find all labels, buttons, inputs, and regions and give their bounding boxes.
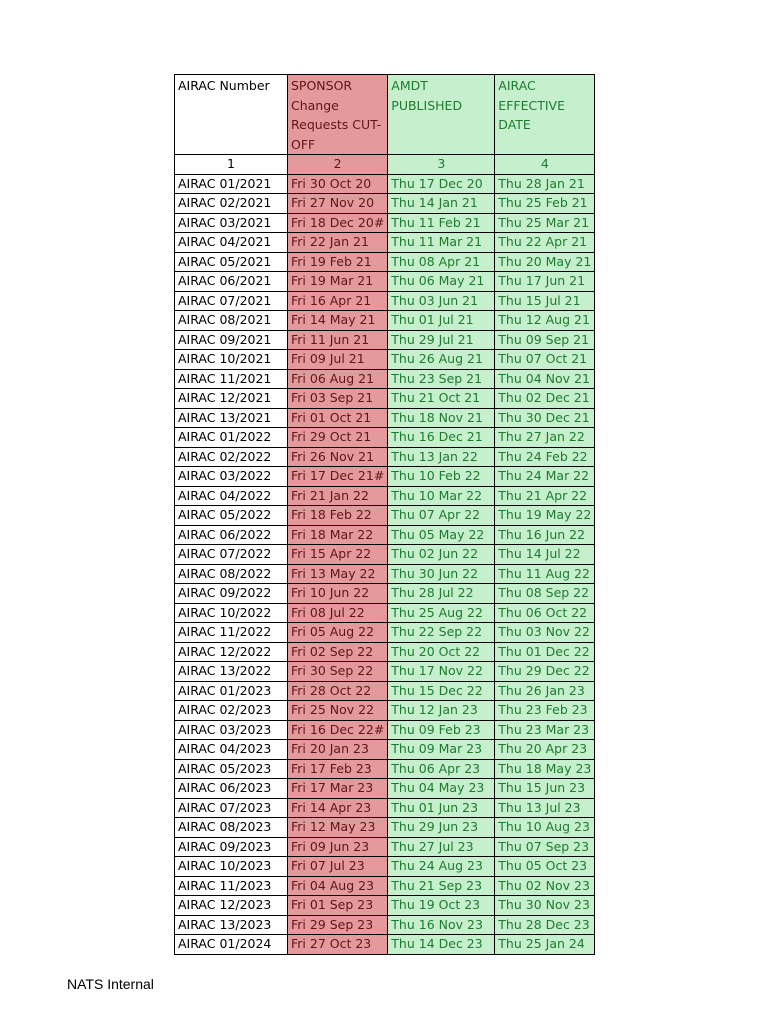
airac-number-cell: AIRAC 02/2021 — [175, 194, 288, 214]
amdt-published-cell: Thu 04 May 23 — [388, 779, 495, 799]
table-row — [175, 857, 595, 877]
amdt-published-cell: Thu 16 Nov 23 — [388, 915, 495, 935]
effective-date-cell: Thu 03 Nov 22 — [495, 623, 595, 643]
amdt-published-cell: Thu 10 Feb 22 — [388, 467, 495, 487]
airac-number-cell: AIRAC 13/2023 — [175, 915, 288, 935]
effective-date-cell: Thu 13 Jul 23 — [495, 798, 595, 818]
airac-number-cell: AIRAC 12/2022 — [175, 642, 288, 662]
airac-number-cell: AIRAC 08/2021 — [175, 311, 288, 331]
amdt-published-cell: Thu 13 Jan 22 — [388, 447, 495, 467]
airac-number-cell: AIRAC 03/2023 — [175, 720, 288, 740]
amdt-published-cell: Thu 06 May 21 — [388, 272, 495, 292]
effective-date-cell: Thu 15 Jul 21 — [495, 291, 595, 311]
amdt-published-cell: Thu 21 Oct 21 — [388, 389, 495, 409]
effective-date-cell: Thu 25 Feb 21 — [495, 194, 595, 214]
table-row — [175, 740, 595, 760]
column-number-row — [175, 155, 595, 175]
airac-number-cell: AIRAC 04/2023 — [175, 740, 288, 760]
table-row — [175, 389, 595, 409]
airac-number-cell: AIRAC 07/2022 — [175, 545, 288, 565]
sponsor-cutoff-cell: Fri 09 Jul 21 — [288, 350, 388, 370]
effective-date-cell: Thu 30 Nov 23 — [495, 896, 595, 916]
effective-date-cell: Thu 25 Jan 24 — [495, 935, 595, 955]
airac-number-cell: AIRAC 11/2023 — [175, 876, 288, 896]
table-row — [175, 369, 595, 389]
amdt-published-cell: Thu 14 Jan 21 — [388, 194, 495, 214]
table-row — [175, 506, 595, 526]
table-row — [175, 428, 595, 448]
sponsor-cutoff-cell: Fri 08 Jul 22 — [288, 603, 388, 623]
table-row — [175, 252, 595, 272]
airac-number-cell: AIRAC 10/2021 — [175, 350, 288, 370]
header-airac-number: AIRAC Number — [175, 75, 288, 155]
effective-date-cell: Thu 23 Feb 23 — [495, 701, 595, 721]
header-effective-date: AIRAC EFFECTIVE DATE — [495, 75, 595, 155]
amdt-published-cell: Thu 14 Dec 23 — [388, 935, 495, 955]
column-number: 2 — [288, 155, 388, 175]
table-row — [175, 291, 595, 311]
table-row — [175, 525, 595, 545]
amdt-published-cell: Thu 21 Sep 23 — [388, 876, 495, 896]
sponsor-cutoff-cell: Fri 04 Aug 23 — [288, 876, 388, 896]
header-amdt-published: AMDT PUBLISHED — [388, 75, 495, 155]
amdt-published-cell: Thu 03 Jun 21 — [388, 291, 495, 311]
amdt-published-cell: Thu 01 Jun 23 — [388, 798, 495, 818]
amdt-published-cell: Thu 18 Nov 21 — [388, 408, 495, 428]
airac-number-cell: AIRAC 05/2021 — [175, 252, 288, 272]
table-row — [175, 272, 595, 292]
airac-number-cell: AIRAC 05/2022 — [175, 506, 288, 526]
airac-number-cell: AIRAC 06/2023 — [175, 779, 288, 799]
airac-number-cell: AIRAC 01/2022 — [175, 428, 288, 448]
effective-date-cell: Thu 06 Oct 22 — [495, 603, 595, 623]
sponsor-cutoff-cell: Fri 18 Mar 22 — [288, 525, 388, 545]
table-row — [175, 818, 595, 838]
amdt-published-cell: Thu 07 Apr 22 — [388, 506, 495, 526]
table-row — [175, 720, 595, 740]
table-row — [175, 915, 595, 935]
amdt-published-cell: Thu 15 Dec 22 — [388, 681, 495, 701]
amdt-published-cell: Thu 27 Jul 23 — [388, 837, 495, 857]
airac-number-cell: AIRAC 08/2022 — [175, 564, 288, 584]
amdt-published-cell: Thu 29 Jul 21 — [388, 330, 495, 350]
sponsor-cutoff-cell: Fri 19 Feb 21 — [288, 252, 388, 272]
effective-date-cell: Thu 07 Oct 21 — [495, 350, 595, 370]
table-body — [175, 174, 595, 954]
sponsor-cutoff-cell: Fri 12 May 23 — [288, 818, 388, 838]
effective-date-cell: Thu 20 May 21 — [495, 252, 595, 272]
airac-number-cell: AIRAC 03/2021 — [175, 213, 288, 233]
effective-date-cell: Thu 05 Oct 23 — [495, 857, 595, 877]
column-number: 3 — [388, 155, 495, 175]
sponsor-cutoff-cell: Fri 29 Oct 21 — [288, 428, 388, 448]
table-row — [175, 603, 595, 623]
table-row — [175, 662, 595, 682]
airac-number-cell: AIRAC 12/2021 — [175, 389, 288, 409]
table-row — [175, 467, 595, 487]
table-row — [175, 837, 595, 857]
sponsor-cutoff-cell: Fri 20 Jan 23 — [288, 740, 388, 760]
airac-number-cell: AIRAC 02/2022 — [175, 447, 288, 467]
amdt-published-cell: Thu 09 Feb 23 — [388, 720, 495, 740]
sponsor-cutoff-cell: Fri 30 Sep 22 — [288, 662, 388, 682]
sponsor-cutoff-cell: Fri 03 Sep 21 — [288, 389, 388, 409]
amdt-published-cell: Thu 08 Apr 21 — [388, 252, 495, 272]
sponsor-cutoff-cell: Fri 17 Feb 23 — [288, 759, 388, 779]
airac-number-cell: AIRAC 08/2023 — [175, 818, 288, 838]
table-row — [175, 584, 595, 604]
amdt-published-cell: Thu 28 Jul 22 — [388, 584, 495, 604]
amdt-published-cell: Thu 26 Aug 21 — [388, 350, 495, 370]
amdt-published-cell: Thu 06 Apr 23 — [388, 759, 495, 779]
table-row — [175, 876, 595, 896]
sponsor-cutoff-cell: Fri 09 Jun 23 — [288, 837, 388, 857]
header-sponsor-cutoff: SPONSOR Change Requests CUT-OFF — [288, 75, 388, 155]
sponsor-cutoff-cell: Fri 01 Sep 23 — [288, 896, 388, 916]
amdt-published-cell: Thu 11 Mar 21 — [388, 233, 495, 253]
airac-number-cell: AIRAC 11/2021 — [175, 369, 288, 389]
airac-number-cell: AIRAC 06/2022 — [175, 525, 288, 545]
sponsor-cutoff-cell: Fri 27 Nov 20 — [288, 194, 388, 214]
amdt-published-cell: Thu 24 Aug 23 — [388, 857, 495, 877]
sponsor-cutoff-cell: Fri 16 Dec 22# — [288, 720, 388, 740]
amdt-published-cell: Thu 25 Aug 22 — [388, 603, 495, 623]
amdt-published-cell: Thu 01 Jul 21 — [388, 311, 495, 331]
sponsor-cutoff-cell: Fri 10 Jun 22 — [288, 584, 388, 604]
sponsor-cutoff-cell: Fri 17 Mar 23 — [288, 779, 388, 799]
effective-date-cell: Thu 28 Jan 21 — [495, 174, 595, 194]
table-row — [175, 486, 595, 506]
sponsor-cutoff-cell: Fri 18 Feb 22 — [288, 506, 388, 526]
table-row — [175, 330, 595, 350]
sponsor-cutoff-cell: Fri 26 Nov 21 — [288, 447, 388, 467]
table-row — [175, 759, 595, 779]
sponsor-cutoff-cell: Fri 07 Jul 23 — [288, 857, 388, 877]
effective-date-cell: Thu 29 Dec 22 — [495, 662, 595, 682]
sponsor-cutoff-cell: Fri 25 Nov 22 — [288, 701, 388, 721]
sponsor-cutoff-cell: Fri 28 Oct 22 — [288, 681, 388, 701]
sponsor-cutoff-cell: Fri 22 Jan 21 — [288, 233, 388, 253]
airac-number-cell: AIRAC 11/2022 — [175, 623, 288, 643]
airac-number-cell: AIRAC 13/2021 — [175, 408, 288, 428]
table-row — [175, 564, 595, 584]
table-row — [175, 311, 595, 331]
sponsor-cutoff-cell: Fri 05 Aug 22 — [288, 623, 388, 643]
airac-number-cell: AIRAC 02/2023 — [175, 701, 288, 721]
sponsor-cutoff-cell: Fri 11 Jun 21 — [288, 330, 388, 350]
header-row — [175, 75, 595, 155]
table-row — [175, 779, 595, 799]
effective-date-cell: Thu 02 Nov 23 — [495, 876, 595, 896]
airac-number-cell: AIRAC 06/2021 — [175, 272, 288, 292]
table-row — [175, 701, 595, 721]
airac-number-cell: AIRAC 04/2022 — [175, 486, 288, 506]
effective-date-cell: Thu 26 Jan 23 — [495, 681, 595, 701]
effective-date-cell: Thu 07 Sep 23 — [495, 837, 595, 857]
table-row — [175, 545, 595, 565]
airac-number-cell: AIRAC 03/2022 — [175, 467, 288, 487]
table-row — [175, 408, 595, 428]
table-row — [175, 896, 595, 916]
airac-number-cell: AIRAC 12/2023 — [175, 896, 288, 916]
effective-date-cell: Thu 24 Feb 22 — [495, 447, 595, 467]
sponsor-cutoff-cell: Fri 17 Dec 21# — [288, 467, 388, 487]
airac-schedule-table — [174, 74, 595, 955]
amdt-published-cell: Thu 10 Mar 22 — [388, 486, 495, 506]
sponsor-cutoff-cell: Fri 18 Dec 20# — [288, 213, 388, 233]
effective-date-cell: Thu 01 Dec 22 — [495, 642, 595, 662]
sponsor-cutoff-cell: Fri 19 Mar 21 — [288, 272, 388, 292]
sponsor-cutoff-cell: Fri 14 May 21 — [288, 311, 388, 331]
table-row — [175, 623, 595, 643]
effective-date-cell: Thu 20 Apr 23 — [495, 740, 595, 760]
effective-date-cell: Thu 27 Jan 22 — [495, 428, 595, 448]
airac-number-cell: AIRAC 09/2023 — [175, 837, 288, 857]
airac-number-cell: AIRAC 01/2023 — [175, 681, 288, 701]
airac-number-cell: AIRAC 10/2022 — [175, 603, 288, 623]
amdt-published-cell: Thu 17 Dec 20 — [388, 174, 495, 194]
amdt-published-cell: Thu 16 Dec 21 — [388, 428, 495, 448]
effective-date-cell: Thu 16 Jun 22 — [495, 525, 595, 545]
amdt-published-cell: Thu 17 Nov 22 — [388, 662, 495, 682]
column-number: 1 — [175, 155, 288, 175]
amdt-published-cell: Thu 11 Feb 21 — [388, 213, 495, 233]
sponsor-cutoff-cell: Fri 06 Aug 21 — [288, 369, 388, 389]
table-row — [175, 447, 595, 467]
table-row — [175, 642, 595, 662]
airac-number-cell: AIRAC 01/2024 — [175, 935, 288, 955]
sponsor-cutoff-cell: Fri 29 Sep 23 — [288, 915, 388, 935]
airac-number-cell: AIRAC 04/2021 — [175, 233, 288, 253]
effective-date-cell: Thu 23 Mar 23 — [495, 720, 595, 740]
table-row — [175, 350, 595, 370]
amdt-published-cell: Thu 22 Sep 22 — [388, 623, 495, 643]
amdt-published-cell: Thu 05 May 22 — [388, 525, 495, 545]
effective-date-cell: Thu 08 Sep 22 — [495, 584, 595, 604]
table-row — [175, 935, 595, 955]
airac-number-cell: AIRAC 01/2021 — [175, 174, 288, 194]
effective-date-cell: Thu 04 Nov 21 — [495, 369, 595, 389]
sponsor-cutoff-cell: Fri 27 Oct 23 — [288, 935, 388, 955]
sponsor-cutoff-cell: Fri 30 Oct 20 — [288, 174, 388, 194]
sponsor-cutoff-cell: Fri 16 Apr 21 — [288, 291, 388, 311]
sponsor-cutoff-cell: Fri 02 Sep 22 — [288, 642, 388, 662]
amdt-published-cell: Thu 20 Oct 22 — [388, 642, 495, 662]
column-number: 4 — [495, 155, 595, 175]
table-row — [175, 174, 595, 194]
effective-date-cell: Thu 11 Aug 22 — [495, 564, 595, 584]
effective-date-cell: Thu 15 Jun 23 — [495, 779, 595, 799]
amdt-published-cell: Thu 23 Sep 21 — [388, 369, 495, 389]
footer-classification: NATS Internal — [67, 976, 154, 992]
effective-date-cell: Thu 17 Jun 21 — [495, 272, 595, 292]
sponsor-cutoff-cell: Fri 15 Apr 22 — [288, 545, 388, 565]
effective-date-cell: Thu 02 Dec 21 — [495, 389, 595, 409]
effective-date-cell: Thu 09 Sep 21 — [495, 330, 595, 350]
amdt-published-cell: Thu 29 Jun 23 — [388, 818, 495, 838]
airac-number-cell: AIRAC 09/2021 — [175, 330, 288, 350]
airac-number-cell: AIRAC 13/2022 — [175, 662, 288, 682]
table-row — [175, 798, 595, 818]
sponsor-cutoff-cell: Fri 21 Jan 22 — [288, 486, 388, 506]
effective-date-cell: Thu 25 Mar 21 — [495, 213, 595, 233]
table-row — [175, 233, 595, 253]
amdt-published-cell: Thu 19 Oct 23 — [388, 896, 495, 916]
table-row — [175, 194, 595, 214]
effective-date-cell: Thu 22 Apr 21 — [495, 233, 595, 253]
airac-number-cell: AIRAC 09/2022 — [175, 584, 288, 604]
effective-date-cell: Thu 21 Apr 22 — [495, 486, 595, 506]
amdt-published-cell: Thu 02 Jun 22 — [388, 545, 495, 565]
effective-date-cell: Thu 18 May 23 — [495, 759, 595, 779]
sponsor-cutoff-cell: Fri 01 Oct 21 — [288, 408, 388, 428]
effective-date-cell: Thu 30 Dec 21 — [495, 408, 595, 428]
airac-number-cell: AIRAC 05/2023 — [175, 759, 288, 779]
effective-date-cell: Thu 28 Dec 23 — [495, 915, 595, 935]
table-row — [175, 213, 595, 233]
effective-date-cell: Thu 10 Aug 23 — [495, 818, 595, 838]
sponsor-cutoff-cell: Fri 14 Apr 23 — [288, 798, 388, 818]
effective-date-cell: Thu 24 Mar 22 — [495, 467, 595, 487]
airac-number-cell: AIRAC 10/2023 — [175, 857, 288, 877]
amdt-published-cell: Thu 30 Jun 22 — [388, 564, 495, 584]
amdt-published-cell: Thu 09 Mar 23 — [388, 740, 495, 760]
sponsor-cutoff-cell: Fri 13 May 22 — [288, 564, 388, 584]
amdt-published-cell: Thu 12 Jan 23 — [388, 701, 495, 721]
effective-date-cell: Thu 12 Aug 21 — [495, 311, 595, 331]
airac-number-cell: AIRAC 07/2021 — [175, 291, 288, 311]
effective-date-cell: Thu 19 May 22 — [495, 506, 595, 526]
effective-date-cell: Thu 14 Jul 22 — [495, 545, 595, 565]
airac-number-cell: AIRAC 07/2023 — [175, 798, 288, 818]
table-row — [175, 681, 595, 701]
